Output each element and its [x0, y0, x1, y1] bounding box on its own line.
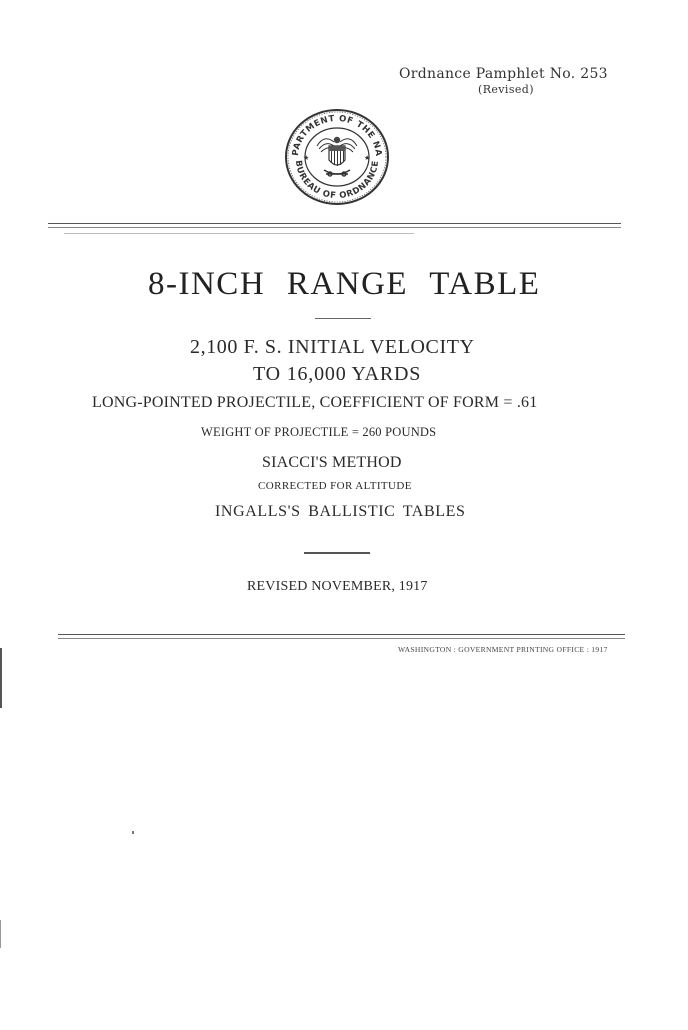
revised-note: (Revised) — [478, 83, 534, 96]
bottom-rule-upper — [58, 634, 625, 635]
projectile-form: LONG-POINTED PROJECTILE, COEFFICIENT OF FORM = .61 — [92, 394, 538, 411]
seal-graphic — [284, 108, 390, 206]
svg-text:★: ★ — [364, 154, 371, 162]
top-rule-faint — [64, 233, 414, 234]
ballistic-tables: INGALLS'S BALLISTIC TABLES — [215, 503, 466, 520]
seal-top-text: PARTMENT OF THE NA — [290, 113, 384, 157]
top-rule-lower — [48, 227, 621, 228]
printer-imprint: WASHINGTON : GOVERNMENT PRINTING OFFICE : 1917 — [398, 645, 608, 654]
scan-edge-mark-lower — [0, 920, 1, 948]
projectile-weight: WEIGHT OF PROJECTILE = 260 POUNDS — [201, 425, 437, 439]
section-divider — [304, 552, 370, 554]
pamphlet-number: Ordnance Pamphlet No. 253 — [399, 66, 608, 82]
scan-edge-mark — [0, 648, 2, 708]
title-underline — [315, 318, 371, 319]
top-rule-upper — [48, 223, 621, 224]
navy-seal-icon — [284, 108, 390, 206]
bottom-rule-lower — [58, 638, 625, 639]
svg-text:★: ★ — [303, 154, 310, 162]
initial-velocity: 2,100 F. S. INITIAL VELOCITY — [190, 336, 475, 358]
calculation-method: SIACCI'S METHOD — [262, 454, 402, 471]
seal-bottom-text: BUREAU OF ORDNANCE — [292, 159, 382, 202]
scan-speck — [132, 831, 134, 834]
altitude-correction: CORRECTED FOR ALTITUDE — [258, 480, 412, 492]
page-title: 8-INCH RANGE TABLE — [148, 266, 541, 302]
revision-date: REVISED NOVEMBER, 1917 — [247, 579, 428, 594]
range-yards: TO 16,000 YARDS — [253, 363, 422, 385]
